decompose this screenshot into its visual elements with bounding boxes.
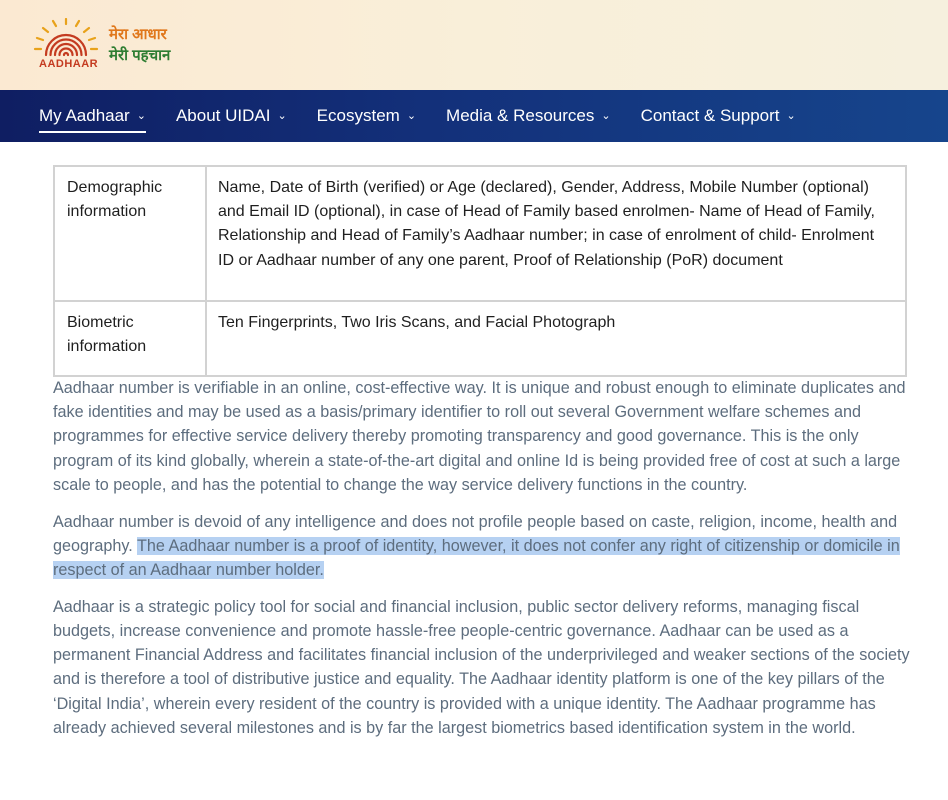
nav-label: Contact & Support	[640, 106, 780, 125]
paragraph-strategic-tool: Aadhaar is a strategic policy tool for social and financial inclusion, public sector delivery reforms, managing fiscal budgets, increase convenience and promote hassle-free people-centric governance. Aadhaar can be used as a permanent Financial Address and facilitates financial inclusion of the underprivileged and weaker sections of the society and is therefore a tool of distributive justice and equality. The Aadhaar identity platform is one of the key pillars of the ‘Digital India’, wherein every resident of the country is provided with a unique identity. The Aadhaar programme has already achieved several milestones and is by far the largest biometrics based identification system in the world.	[53, 597, 910, 737]
site-header	[0, 0, 948, 90]
paragraph-no-profiling	[53, 510, 911, 583]
aadhaar-logo[interactable]	[30, 18, 190, 74]
paragraph-text: Aadhaar number is devoid of any intelligence and does not profile people based on caste, religion, income, health and geography.	[53, 512, 898, 555]
chevron-down-icon: ⌄	[406, 109, 417, 122]
selected-text-highlight: The Aadhaar number is a proof of identity, however, it does not confer any right of citizenship or domicile in respect of an Aadhaar number holder.	[53, 536, 900, 580]
main-navigation	[0, 90, 948, 142]
logo-tagline-line2: मेरी पहचान	[109, 47, 171, 64]
nav-media-resources[interactable]	[431, 90, 626, 142]
chevron-down-icon: ⌄	[601, 109, 611, 122]
nav-about-uidai[interactable]	[161, 90, 302, 142]
chevron-down-icon: ⌄	[786, 109, 796, 122]
chevron-down-icon: ⌄	[277, 109, 287, 122]
table-row	[54, 166, 906, 301]
logo-tagline-line1: मेरा आधार	[109, 26, 167, 43]
chevron-down-icon: ⌄	[136, 109, 146, 122]
nav-label: Media & Resources	[446, 106, 595, 125]
table-cell-label: Demographic information	[54, 166, 206, 301]
nav-contact-support[interactable]	[626, 90, 811, 142]
body-text	[53, 376, 911, 753]
nav-ecosystem[interactable]	[302, 90, 431, 142]
paragraph-verifiability: Aadhaar number is verifiable in an online, cost-effective way. It is unique and robust enough to eliminate duplicates and fake identities and may be used as a basis/primary identifier to roll out several Government welfare schemes and programmes for effective service delivery thereby promoting transparency and good governance. This is the only program of its kind globally, wherein a state-of-the-art digital and online Id is being provided free of cost at such a large scale to people, and has the potential to change the way service delivery functions in the country.	[53, 379, 906, 494]
main-content	[0, 142, 948, 800]
information-table	[53, 165, 907, 377]
table-row	[54, 301, 906, 376]
nav-my-aadhaar[interactable]	[24, 90, 161, 142]
nav-label: About UIDAI	[175, 106, 271, 125]
table-cell-label: Biometric information	[54, 301, 206, 376]
table-cell-value: Name, Date of Birth (verified) or Age (declared), Gender, Address, Mobile Number (optional) and Email ID (optional), in case of Head of Family based enrolmen- Name of Head of Family, Relationship and Head of Family’s Aadhaar number; in case of enrolment of child- Enrolment ID or Aadhaar number of any one parent, Proof of Relationship (PoR) document	[206, 166, 906, 301]
table-cell-value: Ten Fingerprints, Two Iris Scans, and Facial Photograph	[206, 301, 906, 376]
nav-label: My Aadhaar	[39, 106, 130, 125]
nav-label: Ecosystem	[316, 106, 400, 125]
logo-wordmark: AADHAAR	[39, 58, 99, 70]
